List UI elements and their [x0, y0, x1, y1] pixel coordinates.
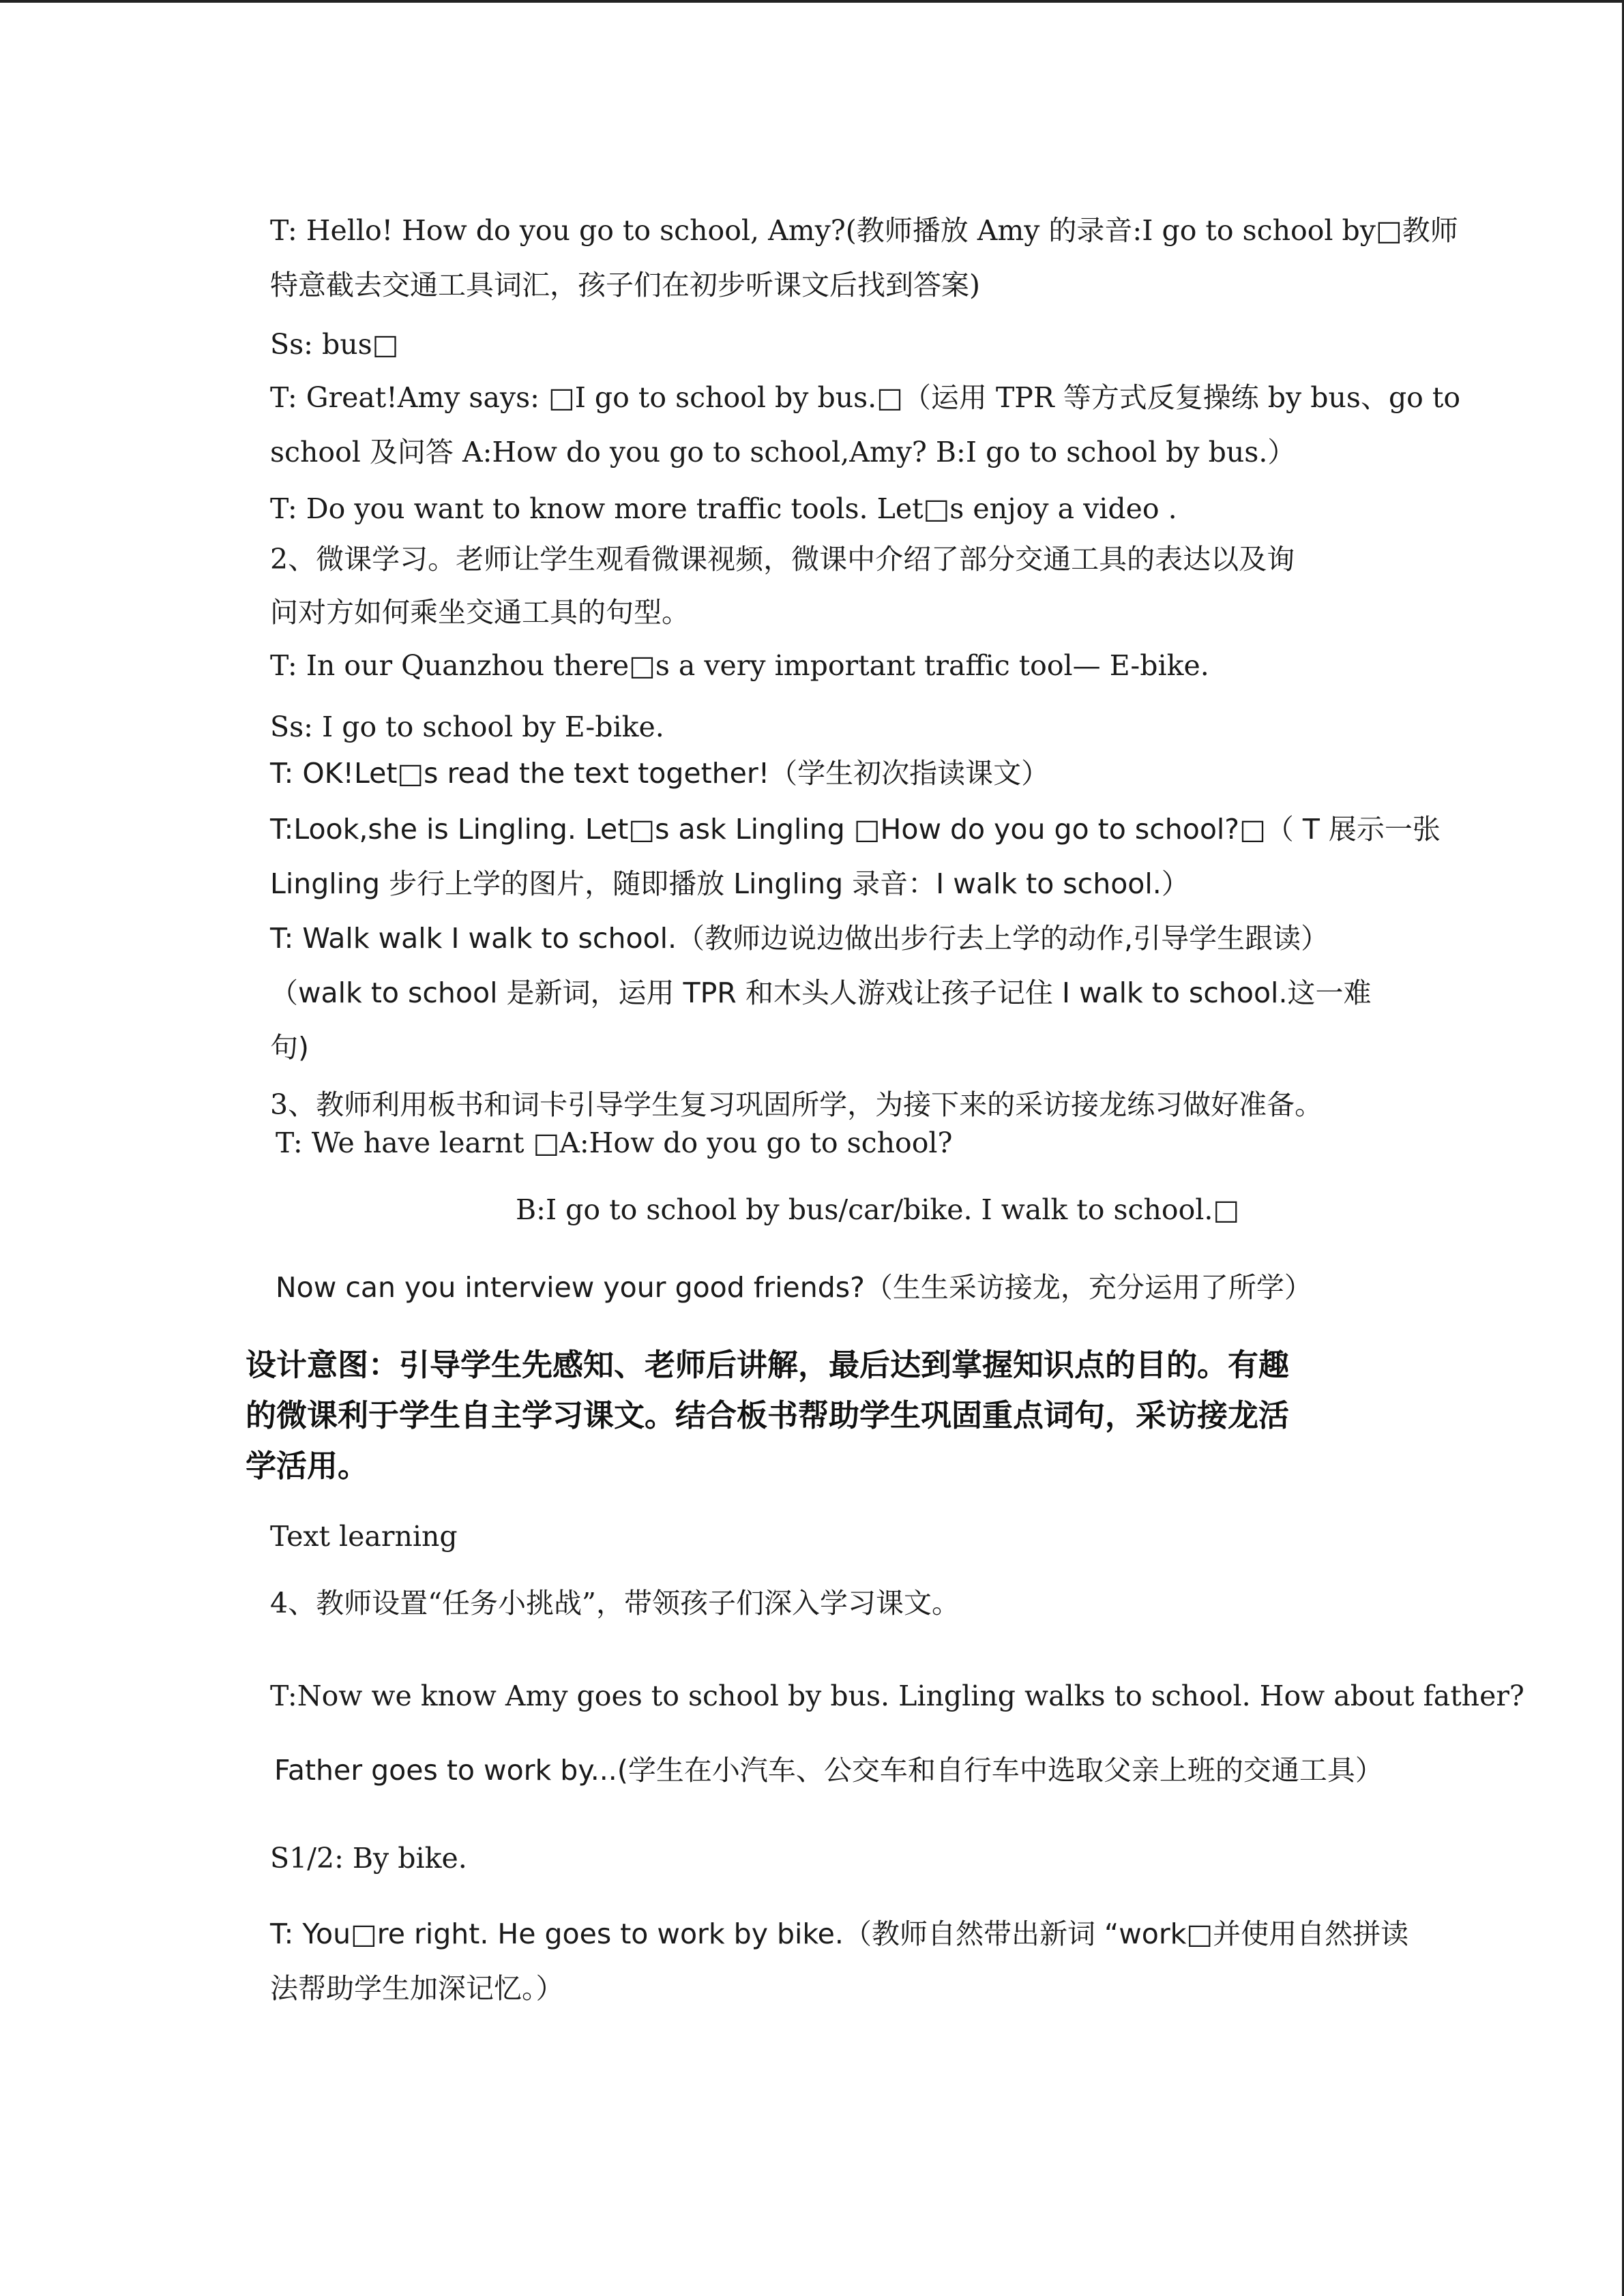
text-line: school 及问答 A:How do you go to school,Amy? B:I go to school by bus.） [270, 436, 1296, 468]
text-line: Father goes to work by...(学生在小汽车、公交车和自行车中选取父亲上班的交通工具） [274, 1754, 1383, 1787]
text-line: 3、教师利用板书和词卡引导学生复习巩固所学，为接下来的采访接龙练习做好准备。 [270, 1088, 1323, 1121]
design-intent-line: 学活用。 [246, 1448, 369, 1484]
text-line: B:I go to school by bus/car/bike. I walk to school.□ [516, 1193, 1240, 1226]
text-line: 2、微课学习。老师让学生观看微课视频，微课中介绍了部分交通工具的表达以及询 [270, 543, 1295, 576]
text-line: T: In our Quanzhou there□s a very important traffic tool— E-bike. [270, 649, 1209, 682]
design-intent-line: 的微课利于学生自主学习课文。结合板书帮助学生巩固重点词句，采访接龙活 [246, 1397, 1290, 1433]
text-line: T: Do you want to know more traffic tools. Let□s enjoy a video . [270, 492, 1177, 525]
text-line: T: You□re right. He goes to work by bike.（教师自然带出新词 “work□并使用自然拼读 [270, 1918, 1409, 1950]
text-line: Ss: bus□ [270, 328, 399, 361]
text-line: Ss: I go to school by E-bike. [270, 711, 664, 743]
text-line: 4、教师设置“任务小挑战”，带领孩子们深入学习课文。 [270, 1587, 960, 1620]
section-title: Text learning [270, 1520, 458, 1553]
text-line: （walk to school 是新词，运用 TPR 和木头人游戏让孩子记住 I walk to school.这一难 [270, 976, 1372, 1009]
text-line: T: We have learnt □A:How do you go to school? [276, 1127, 953, 1159]
design-intent-line: 设计意图：引导学生先感知、老师后讲解，最后达到掌握知识点的目的。有趣 [246, 1347, 1290, 1383]
text-line: 特意截去交通工具词汇，孩子们在初步听课文后找到答案) [270, 269, 980, 301]
text-line: Now can you interview your good friends?（生生采访接龙，充分运用了所学） [276, 1271, 1312, 1304]
page-top-border [0, 0, 1624, 3]
text-line: T: Great!Amy says: □I go to school by bus.□（运用 TPR 等方式反复操练 by bus、go to [270, 381, 1461, 414]
text-line: T: Walk walk I walk to school.（教师边说边做出步行去上学的动作,引导学生跟读） [270, 922, 1329, 955]
text-line: 问对方如何乘坐交通工具的句型。 [270, 596, 690, 629]
text-line: T:Look,she is Lingling. Let□s ask Lingling □How do you go to school?□（ T 展示一张 [270, 813, 1441, 846]
text-line: Lingling 步行上学的图片，随即播放 Lingling 录音：I walk to school.） [270, 867, 1190, 900]
text-line: S1/2: By bike. [270, 1842, 467, 1875]
text-line: T:Now we know Amy goes to school by bus. Lingling walks to school. How about father? [270, 1680, 1524, 1712]
text-line: T: OK!Let□s read the text together!（学生初次指读课文） [270, 757, 1050, 790]
text-line: 法帮助学生加深记忆。） [270, 1972, 564, 2005]
text-line: 句) [270, 1031, 309, 1064]
text-line: T: Hello! How do you go to school, Amy?(教师播放 Amy 的录音:I go to school by□教师 [270, 214, 1458, 247]
